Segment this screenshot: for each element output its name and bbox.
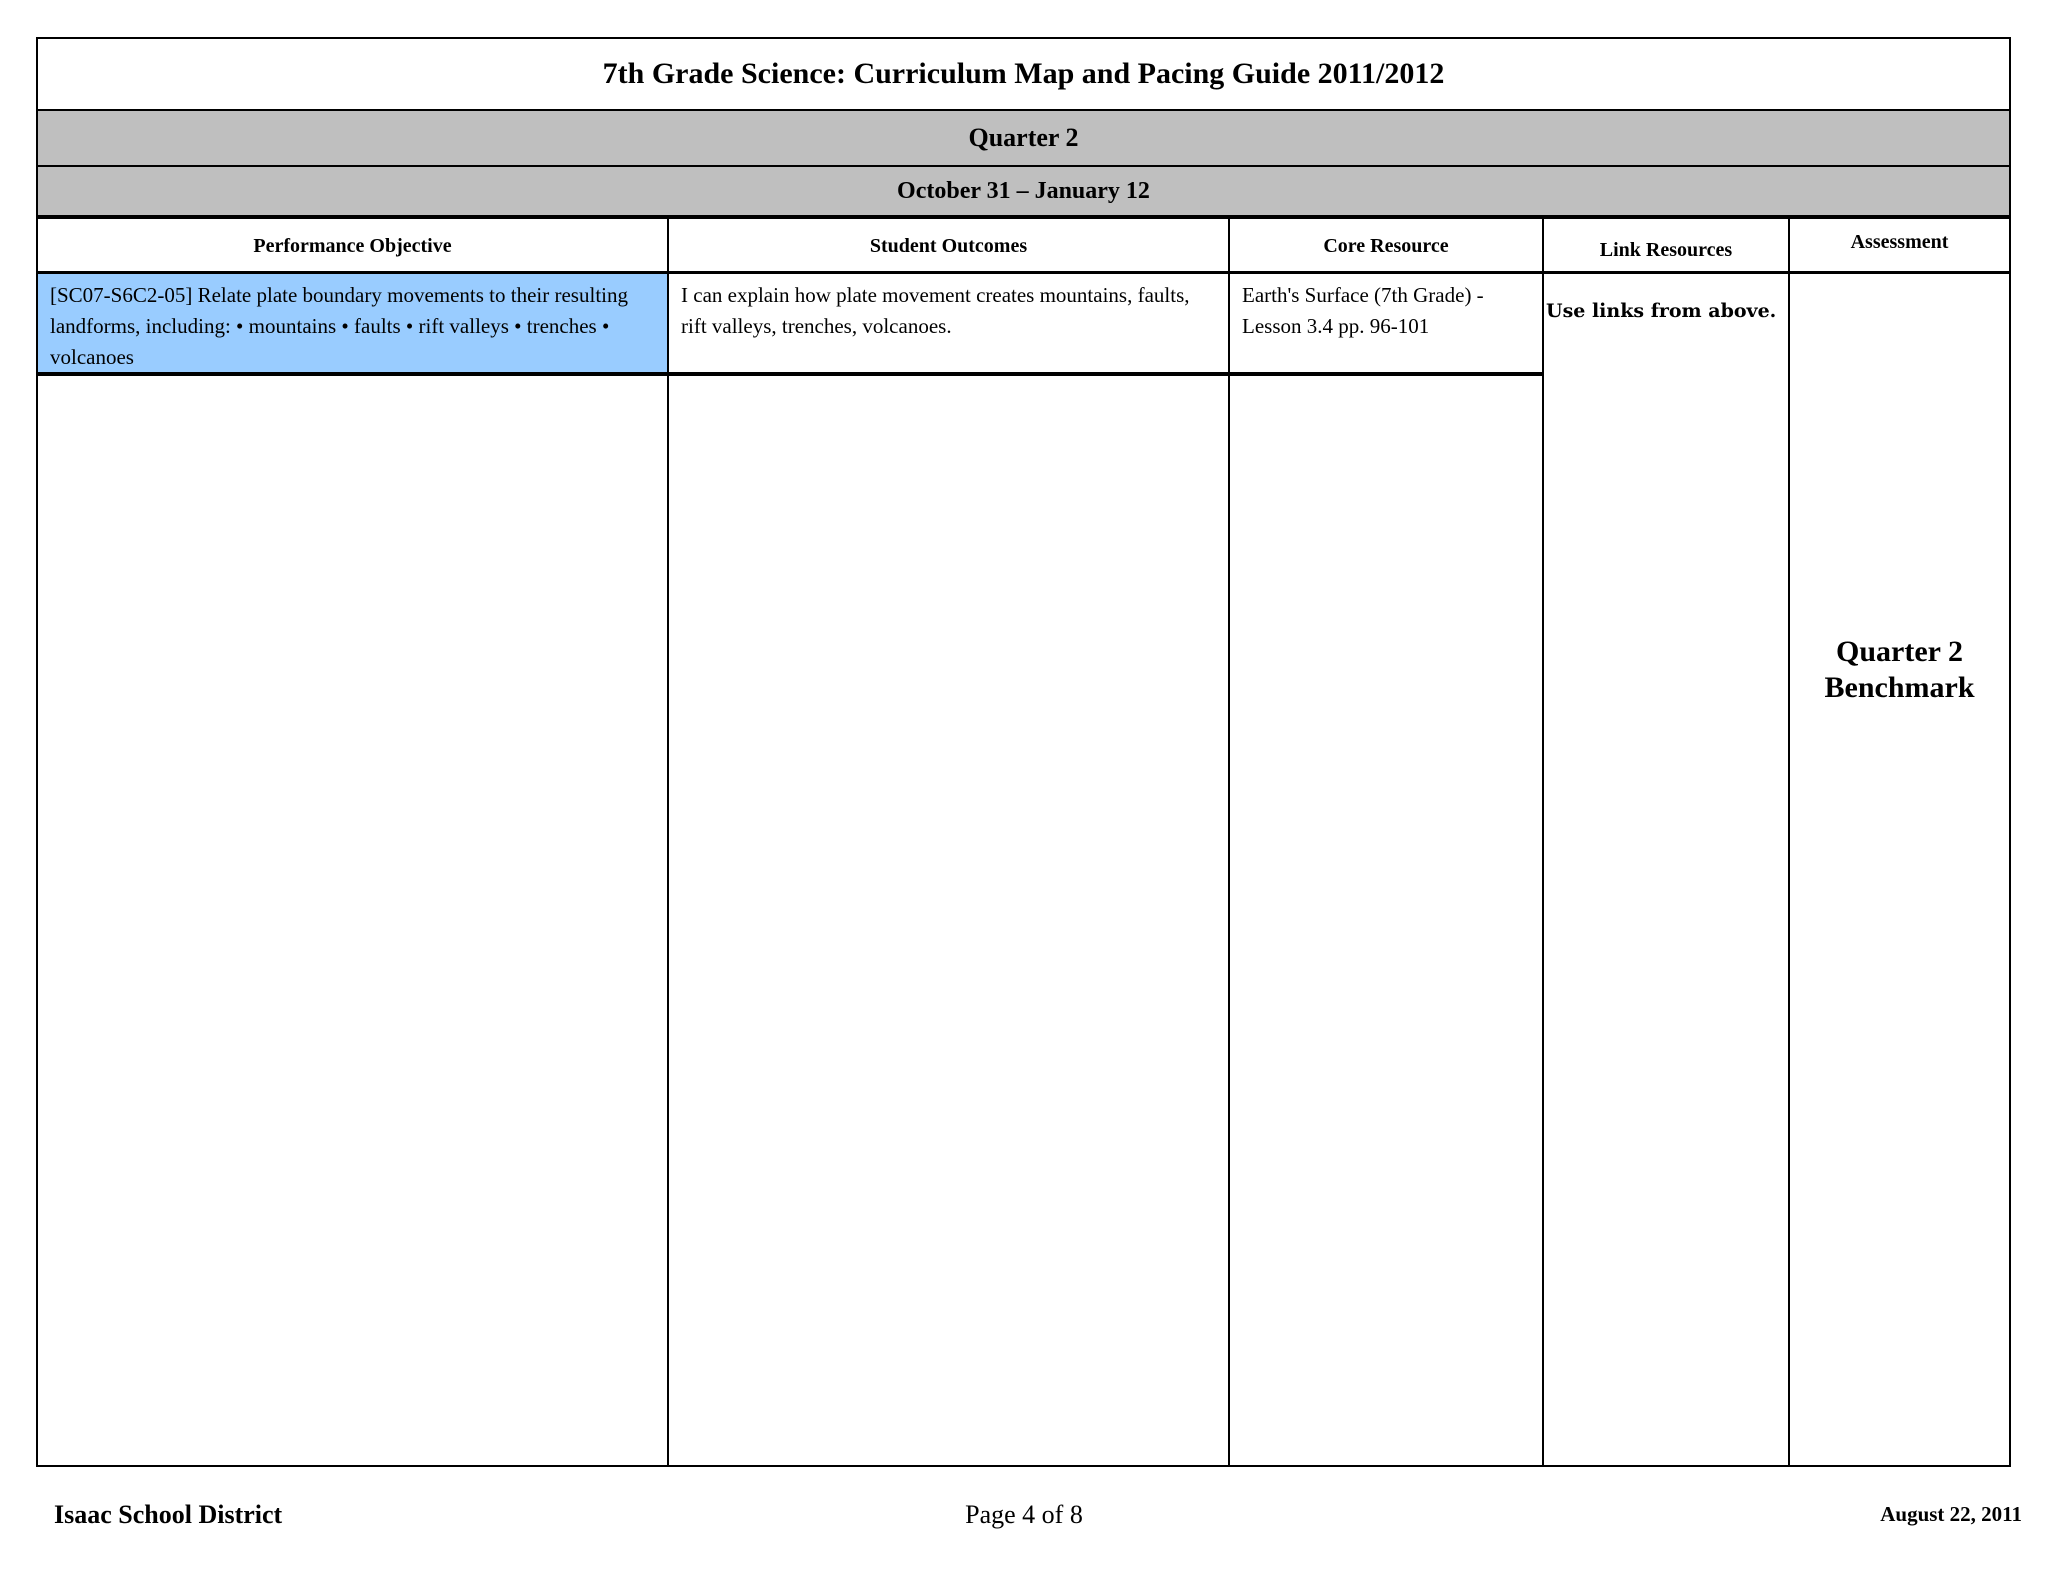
assessment-benchmark: [1790, 634, 2009, 706]
performance-objective-cell: [SC07-S6C2-05] Relate plate boundary movements to their resulting landforms, including: • mountains • faults • rift valleys • trenches • volcanoes: [38, 274, 667, 372]
column-divider: [1228, 219, 1230, 1465]
core-resource-cell: Earth's Surface (7th Grade) - Lesson 3.4 pp. 96-101: [1242, 283, 1484, 338]
column-divider: [1542, 219, 1544, 1465]
column-divider: [1788, 219, 1790, 1465]
date-range-banner: October 31 – January 12: [38, 167, 2009, 219]
page-title: 7th Grade Science: Curriculum Map and Pacing Guide 2011/2012: [38, 39, 2009, 111]
assessment-benchmark-line2: Benchmark: [1824, 671, 1975, 704]
header-student-outcomes: Student Outcomes: [869, 234, 1028, 257]
link-resources-cell: Use links from above.: [1546, 300, 1777, 322]
quarter-banner: Quarter 2: [38, 111, 2009, 167]
header-link-resources: Link Resources: [1599, 238, 1733, 261]
assessment-benchmark-line1: Quarter 2: [1836, 635, 1963, 668]
student-outcomes-cell: I can explain how plate movement creates mountains, faults, rift valleys, trenches, volcanoes.: [681, 283, 1190, 338]
footer-date: August 22, 2011: [1880, 1502, 2022, 1526]
row-rule: [38, 372, 1542, 376]
header-core-resource: Core Resource: [1323, 234, 1449, 257]
header-assessment: Assessment: [1850, 230, 1949, 253]
footer-district: Isaac School District: [54, 1500, 283, 1529]
footer-page-number: Page 4 of 8: [965, 1500, 1083, 1529]
header-performance-objective: Performance Objective: [253, 234, 452, 257]
column-divider: [667, 219, 669, 1465]
curriculum-table: [36, 37, 2011, 1467]
